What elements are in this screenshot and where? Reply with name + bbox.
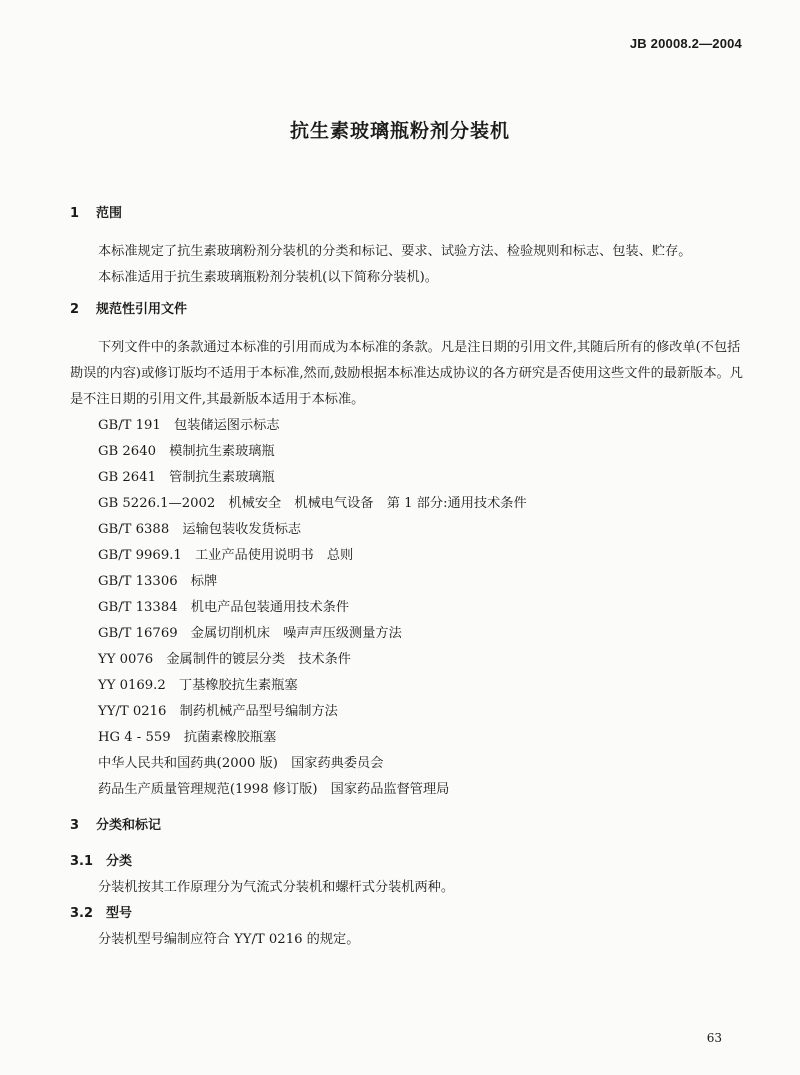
- reference-item: GB/T 6388 运输包装收发货标志: [98, 522, 302, 537]
- paragraph: 下列文件中的条款通过本标准的引用而成为本标准的条款。凡是注日期的引用文件,其随后所有的修改单(不包括勘误的内容)或修订版均不适用于本标准,然而,鼓励根据本标准达成协议的各方研究是否使用这些文件的最新版本。凡是不注日期的引用文件,其最新版本适用于本标准。: [70, 340, 743, 407]
- paragraph: 分装机型号编制应符合 YY/T 0216 的规定。: [98, 932, 360, 947]
- section-heading-classification: [70, 813, 750, 839]
- subsection-heading-model: [70, 901, 750, 927]
- document-title: 抗生素玻璃瓶粉剂分装机: [289, 120, 510, 142]
- page-number: 63: [706, 1031, 722, 1045]
- reference-item: GB 2640 模制抗生素玻璃瓶: [98, 444, 275, 459]
- reference-item: YY/T 0216 制药机械产品型号编制方法: [98, 704, 338, 719]
- reference-item: GB/T 13384 机电产品包装通用技术条件: [98, 600, 350, 615]
- section-title: 分类和标记: [96, 818, 162, 833]
- reference-item: GB/T 191 包装储运图示标志: [98, 418, 280, 433]
- paragraph: 本标准适用于抗生素玻璃瓶粉剂分装机(以下简称分装机)。: [98, 270, 438, 285]
- section-number: 3: [70, 818, 80, 833]
- reference-list: [70, 413, 750, 803]
- reference-item: HG 4 - 559 抗菌素橡胶瓶塞: [98, 730, 277, 745]
- reference-item: GB/T 13306 标牌: [98, 574, 218, 589]
- reference-item: GB/T 9969.1 工业产品使用说明书 总则: [98, 548, 354, 563]
- paragraph: 本标准规定了抗生素玻璃粉剂分装机的分类和标记、要求、试验方法、检验规则和标志、包装、贮存。: [98, 244, 692, 259]
- reference-item: 中华人民共和国药典(2000 版) 国家药典委员会: [98, 756, 384, 771]
- subsection-heading-category: [70, 849, 750, 875]
- section-heading-scope: [70, 201, 750, 227]
- reference-item: YY 0076 金属制件的镀层分类 技术条件: [98, 652, 351, 667]
- reference-item: GB 5226.1—2002 机械安全 机械电气设备 第 1 部分:通用技术条件: [98, 496, 527, 511]
- paragraph: 分装机按其工作原理分为气流式分装机和螺杆式分装机两种。: [98, 880, 455, 895]
- reference-item: YY 0169.2 丁基橡胶抗生素瓶塞: [98, 678, 298, 693]
- reference-item: GB 2641 管制抗生素玻璃瓶: [98, 470, 275, 485]
- section-number: 2: [70, 302, 80, 317]
- standard-code: JB 20008.2—2004: [629, 36, 742, 51]
- subsection-number: 3.1: [70, 854, 94, 869]
- subsection-title: 型号: [106, 906, 133, 921]
- reference-item: GB/T 16769 金属切削机床 噪声声压级测量方法: [98, 626, 402, 641]
- document-body: [70, 201, 750, 953]
- section-title: 范围: [96, 206, 123, 221]
- subsection-title: 分类: [106, 854, 133, 869]
- section-heading-normative-references: [70, 297, 750, 323]
- reference-item: 药品生产质量管理规范(1998 修订版) 国家药品监督管理局: [98, 782, 450, 797]
- section-number: 1: [70, 206, 80, 221]
- section-title: 规范性引用文件: [96, 302, 188, 317]
- subsection-number: 3.2: [70, 906, 94, 921]
